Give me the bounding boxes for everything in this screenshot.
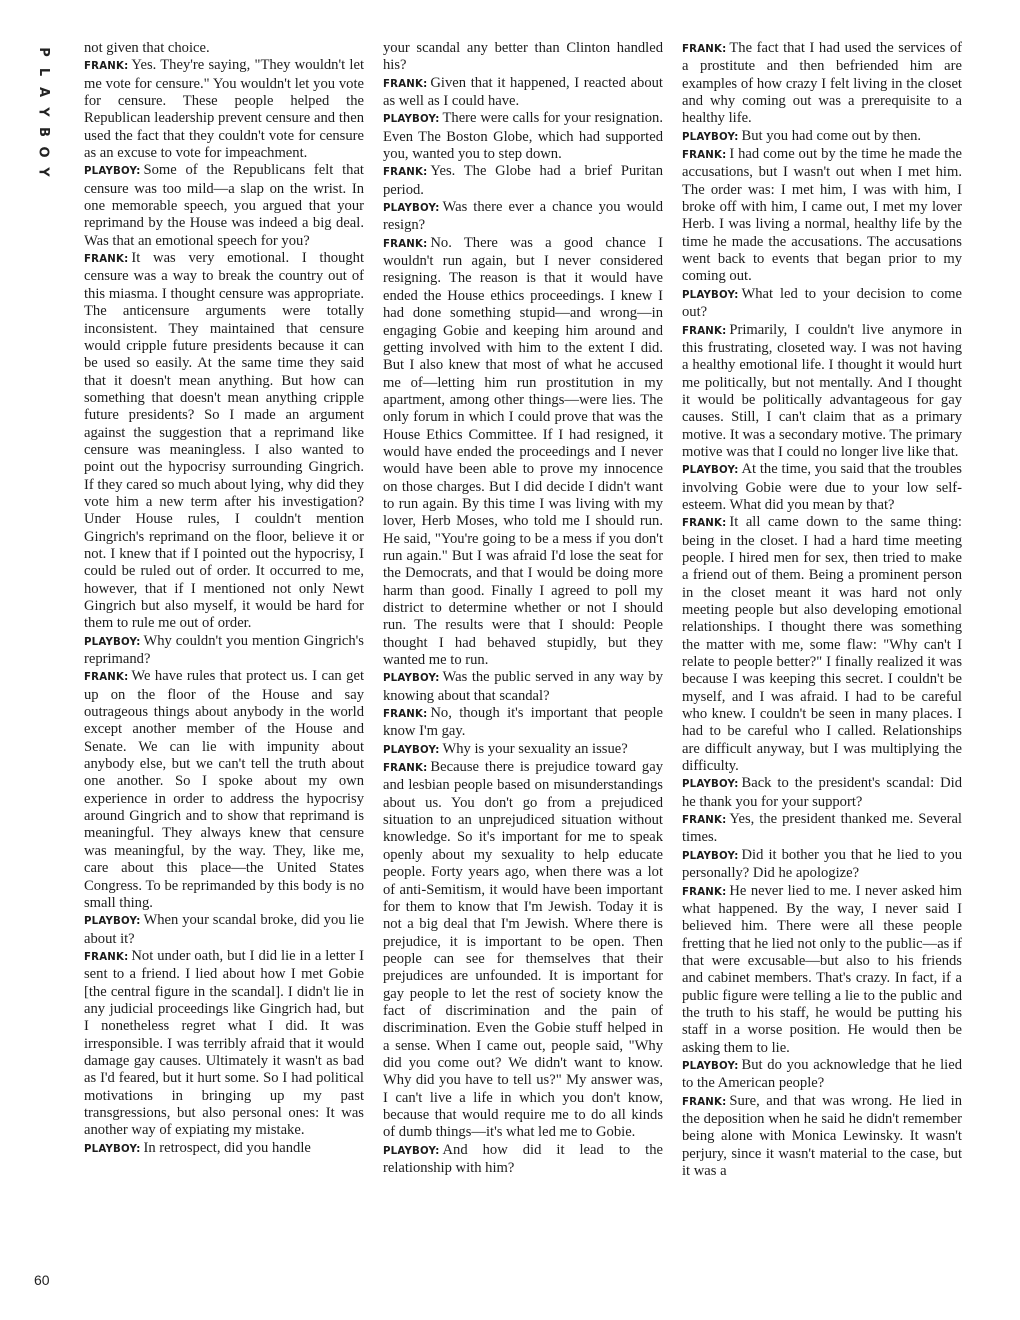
- interview-paragraph: [383, 1142, 663, 1178]
- paragraph-text: He never lied to me. I never asked him what happened. By the way, I never said I believed him. There were all these people fretting that he lied not only to the public—as if that were excusable—but also to his friends and cabinet members. That's crazy. In fact, if a public figure were telling a lie to the public and the truth to his staff, he would be putting his staff in a worse position. He would then be asking them to lie.: [682, 882, 962, 1056]
- interview-paragraph: [682, 1093, 962, 1181]
- interview-paragraph: [84, 668, 364, 912]
- speaker-label: FRANK:: [383, 763, 428, 775]
- paragraph-text: It was very emotional. I thought censure was a way to break the country out of this miasma. I thought censure was appropriate. The anticensure arguments were totally inconsistent. They maintained that censure would cripple future presidents because it can be used so easily. At the same time they said that it doesn't mean anything. But how can something that doesn't mean anything cripple future presidents? So I made an argument against the suggestion that a reprimand like censure was meaningless. I also wanted to point out the hypocrisy surrounding Gingrich. If they cared so much about lying, why did they vote him a new term after his investigation? Under House rules, I couldn't mention Gingrich's reprimand on the floor, believe it or not. I knew that if I pointed out the hypocrisy, I could be ruled out of order. It occurred to me, however, that if I mentioned not only Newt Gingrich but also myself, it would be hard for them to rule me out of order.: [84, 250, 364, 632]
- interview-paragraph: [84, 633, 364, 669]
- article-column-1: [84, 40, 364, 1290]
- speaker-label: PLAYBOY:: [682, 779, 739, 791]
- speaker-label: PLAYBOY:: [84, 636, 141, 648]
- paragraph-text: Yes. They're saying, "They wouldn't let me vote for censure." You wouldn't let you vote for censure. These people helped the Republican leadership prevent censure and then used the fact that they couldn't vote for censure as an excuse to vote for impeachment.: [84, 57, 364, 162]
- interview-paragraph: [383, 110, 663, 163]
- speaker-label: PLAYBOY:: [682, 465, 739, 477]
- interview-paragraph: [383, 199, 663, 235]
- speaker-label: FRANK:: [383, 167, 428, 179]
- paragraph-text: Some of the Republicans felt that censure was too mild—a slap on the wrist. In one memorable speech, you argued that your reprimand by the House was indeed a big deal. Was that an emotional speech for you?: [84, 162, 364, 249]
- paragraph-text: The fact that I had used the services of a prostitute and then befriended him are examples of how crazy I felt living in the closet and why coming out was a prerequisite to a healthy life.: [682, 40, 962, 127]
- page-number: 60: [34, 1272, 50, 1288]
- interview-paragraph: [682, 883, 962, 1057]
- speaker-label: PLAYBOY:: [84, 916, 141, 928]
- paragraph-text: Because there is prejudice toward gay and lesbian people based on misunderstandings about us. You don't go from a prejudiced situation to an unprejudiced situation without knowledge. So it's important for me to speak openly about my sexuality to help educate people. Forty years ago, when there was a lot of anti-Semitism, it would have been important for them to know that I'm Jewish. Today it is not a big deal that I'm Jewish. Where there is prejudice, it is important to be open. Then people can see for themselves that their prejudices are unfounded. It is important for gay people to let the rest of society know the fact of discrimination and the pain of discrimination. Even the Gobie stuff helped in a sense. When I came out, people said, "Why did you come out? We didn't want to know. Why did you have to tell us?" My answer was, I can't live a life in which you don't know, because that would require me to do all kinds of dumb things—it's what led me to Gobie.: [383, 759, 663, 1141]
- paragraph-text: But do you acknowledge that he lied to the American people?: [682, 1056, 962, 1092]
- paragraph-text: Back to the president's scandal: Did he thank you for your support?: [682, 775, 962, 810]
- interview-paragraph: [682, 847, 962, 883]
- interview-paragraph: [84, 948, 364, 1140]
- magazine-tag-letter: A: [36, 86, 51, 98]
- paragraph-text: Yes, the president thanked me. Several times.: [682, 811, 962, 846]
- speaker-label: PLAYBOY:: [383, 203, 440, 215]
- speaker-label: FRANK:: [682, 815, 727, 827]
- magazine-side-tag: [30, 42, 56, 182]
- speaker-label: FRANK:: [84, 672, 129, 684]
- interview-paragraph: [682, 461, 962, 514]
- article-column-3: [682, 40, 962, 1290]
- interview-paragraph: [682, 322, 962, 462]
- speaker-label: FRANK:: [84, 254, 129, 266]
- interview-paragraph: [682, 514, 962, 775]
- speaker-label: PLAYBOY:: [682, 131, 739, 143]
- paragraph-text: There were calls for your resignation. Even The Boston Globe, which had supported you, wanted you to step down.: [383, 110, 663, 163]
- speaker-label: PLAYBOY:: [682, 289, 739, 301]
- speaker-label: FRANK:: [84, 61, 129, 73]
- speaker-label: PLAYBOY:: [383, 114, 440, 126]
- paragraph-text: Was the public served in any way by knowing about that scandal?: [383, 669, 663, 704]
- magazine-tag-letter: Y: [35, 167, 51, 177]
- paragraph-text: We have rules that protect us. I can get up on the floor of the House and say outrageous things about anybody in the world except another member of the House and Senate. We can lie with impunity about anybody else, but we can't tell the truth about one another. So I spoke about my own experience in order to address the hypocrisy around Gingrich and to show that reprimand is meaningful. They always knew that censure was meaningful, by the way. They, like me, care about this place—the United States Congress. To be reprimanded by this body is no small thing.: [84, 668, 364, 911]
- paragraph-text: Was there ever a chance you would resign?: [383, 199, 663, 234]
- interview-paragraph: [383, 40, 663, 75]
- paragraph-text: In retrospect, did you handle: [143, 1139, 311, 1156]
- paragraph-text: No, though it's important that people know I'm gay.: [383, 705, 663, 740]
- speaker-label: PLAYBOY:: [84, 1143, 141, 1155]
- paragraph-text: Why couldn't you mention Gingrich's reprimand?: [84, 632, 364, 668]
- interview-paragraph: [682, 286, 962, 322]
- paragraph-text: Sure, and that was wrong. He lied in the deposition when he said he didn't remember being alone with Monica Lewinsky. It wasn't perjury, since it wasn't material to the case, but it was a: [682, 1092, 962, 1179]
- speaker-label: FRANK:: [383, 709, 428, 721]
- magazine-tag-letter: P: [36, 47, 51, 57]
- interview-paragraph: [682, 146, 962, 286]
- paragraph-text: No. There was a good chance I wouldn't run again, but I never considered resigning. The reason is that it would have ended the House ethics proceedings. I knew I had done something stupid—and wrong—in engaging Gobie and keeping him around and getting involved with him to the extent I did. But I also knew that most of what he accused me of—letting him run prostitution in my apartment, among other things—were lies. The only forum in which I could prove that was the House Ethics Committee. If I had resigned, it would have ended the proceedings and I never would have been able to prove my innocence on those charges. But I did decide I didn't want to run again. By this time I was living with my lover, Herb Moses, who told me I should run. He said, "You're going to be a mess if you don't run again." But I was afraid I'd lose the seat for the Democrats, and that I would be doing more harm than good. Finally I agreed to poll my district to determine whether or not I should run. The results were that I should: People thought I had behaved stupidly, but they wanted me to run.: [383, 234, 663, 669]
- paragraph-text: Did it bother you that he lied to you personally? Did he apologize?: [682, 846, 962, 882]
- interview-paragraph: [84, 162, 364, 250]
- paragraph-text: Not under oath, but I did lie in a letter I sent to a friend. I lied about how I met Gobie [the central figure in the scandal]. I didn't lie in any judicial proceedings like Gingrich had, but I nonetheless regret what I did. It was irresponsible. I was terribly afraid that it would damage gay causes. Ultimately it wasn't as bad as I'd feared, but it hurt some. So I had political motivations in bringing up my past transgressions, but also personal ones: It was another way of expiating my mistake.: [84, 947, 364, 1139]
- article-column-2: [383, 40, 663, 1290]
- interview-paragraph: [383, 669, 663, 705]
- interview-paragraph: [682, 128, 962, 146]
- paragraph-text: At the time, you said that the troubles involving Gobie were due to your low self-esteem. What did you mean by that?: [682, 461, 962, 513]
- paragraph-text: Primarily, I couldn't live anymore in this frustrating, closeted way. I was not having a healthy emotional life. I thought it would hurt me politically, but not mentally. And I thought it would be politically advantageous for gay causes. Still, I can't claim that as a primary motive. It was a secondary motive. The primary motive was that I could no longer live like that.: [682, 321, 962, 460]
- speaker-label: PLAYBOY:: [682, 850, 739, 862]
- paragraph-text: But you had come out by then.: [741, 127, 922, 144]
- interview-paragraph: [383, 235, 663, 670]
- speaker-label: FRANK:: [383, 78, 428, 90]
- speaker-label: FRANK:: [682, 886, 727, 898]
- paragraph-text: And how did it lead to the relationship with him?: [383, 1141, 663, 1176]
- magazine-tag-letter: O: [36, 146, 51, 158]
- interview-paragraph: [84, 57, 364, 162]
- interview-paragraph: [84, 1140, 364, 1158]
- interview-paragraph: [383, 75, 663, 111]
- speaker-label: FRANK:: [84, 951, 129, 963]
- speaker-label: FRANK:: [682, 150, 727, 162]
- paragraph-text: Given that it happened, I reacted about as well as I could have.: [383, 74, 663, 110]
- paragraph-text: It all came down to the same thing: being in the closet. I had a hard time meeting people. I hired men for sex, then tried to make a friend out of them. Being a prominent person in the closet meant it was hard not only meeting people but also developing emotional relationships. I thought there was something the matter with me, some flaw: "Why can't I relate to people better?" I finally realized it was because I was keeping this secret. I couldn't be myself, and I was afraid. I had to be careful who knew. I couldn't be seen in many places. I had to be careful who I called. Relationships are difficult anyway, but I was multiplying the difficulty.: [682, 514, 962, 775]
- speaker-label: PLAYBOY:: [84, 166, 141, 178]
- speaker-label: PLAYBOY:: [682, 1060, 739, 1072]
- paragraph-text: Why is your sexuality an issue?: [442, 740, 628, 757]
- speaker-label: FRANK:: [682, 1096, 727, 1108]
- speaker-label: FRANK:: [383, 238, 428, 250]
- interview-paragraph: [682, 40, 962, 128]
- paragraph-text: your scandal any better than Clinton handled his?: [383, 40, 663, 74]
- speaker-label: PLAYBOY:: [383, 673, 440, 685]
- magazine-tag-letter: Y: [35, 107, 51, 117]
- interview-paragraph: [383, 759, 663, 1142]
- paragraph-text: What led to your decision to come out?: [682, 285, 962, 321]
- paragraph-text: Yes. The Globe had a brief Puritan period.: [383, 163, 663, 198]
- speaker-label: FRANK:: [682, 518, 727, 530]
- interview-paragraph: [84, 912, 364, 948]
- interview-paragraph: [383, 163, 663, 199]
- paragraph-text: not given that choice.: [84, 40, 210, 56]
- paragraph-text: When your scandal broke, did you lie about it?: [84, 912, 364, 947]
- interview-paragraph: [383, 741, 663, 759]
- speaker-label: FRANK:: [682, 325, 727, 337]
- speaker-label: PLAYBOY:: [383, 744, 440, 756]
- speaker-label: PLAYBOY:: [383, 1145, 440, 1157]
- magazine-tag-letter: B: [35, 127, 51, 137]
- interview-paragraph: [682, 1057, 962, 1093]
- interview-paragraph: [84, 250, 364, 633]
- magazine-tag-letter: L: [35, 67, 51, 77]
- paragraph-text: I had come out by the time he made the accusations, but I wasn't out when I met him. The order was: I met him, I was with him, I broke off with him, I came out, I met my lover Herb. I was living a normal, healthy life by the time he made the accusations. The accusations went back to events that began prior to my coming out.: [682, 146, 962, 285]
- interview-paragraph: [84, 40, 364, 57]
- interview-paragraph: [383, 705, 663, 741]
- interview-paragraph: [682, 775, 962, 811]
- speaker-label: FRANK:: [682, 44, 727, 55]
- interview-paragraph: [682, 811, 962, 847]
